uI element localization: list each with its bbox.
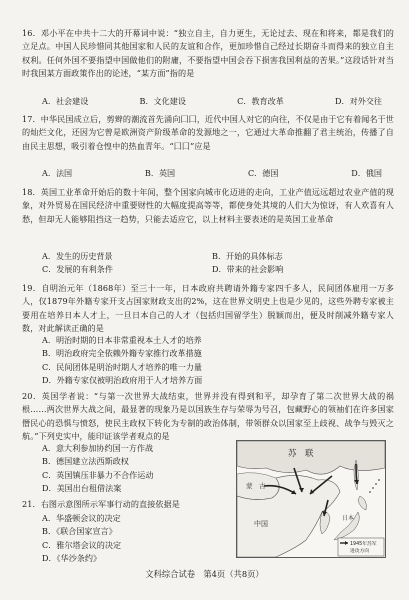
- legend-text-2: 进攻方向: [350, 549, 370, 554]
- option-a: A．法国: [42, 168, 73, 178]
- option-b: B．文化建设: [139, 96, 186, 106]
- question-21-options: [42, 512, 232, 566]
- label-soviet-union: 苏 联: [288, 449, 314, 459]
- question-20: 20．英国学者说：“与第一次世界大战结束，世界并没有得到和平，却孕育了第二次世界大战的祸根……两次世界大战之间，最显著的现象乃是以国族生存与荣辱为号召，包藏野心的领袖们在许多国家僭民心的恐惧与愤怒，使民主政权下转化为专制的政治体制，带领群众以国家至上歧视、战争与毁灭之航。”下列史实中，能印证该学者观点的是: [22, 391, 394, 442]
- question-17: 17．中华民国成立后，剪辫的潮流首先涌向囗囗，近代中国人对它的向往，不仅是由于它有着闻名于世的灿烂文化，还因为它曾是欧洲资产阶级革命的发源地之一，它通过大革命推翻了君主统治，传播了自由民主思想，吸引着仓惶中的热血青年。“囗囗”应是: [22, 114, 394, 151]
- option-b: B．开始的具体标志: [212, 251, 283, 261]
- option-a: A．发生的历史背景: [42, 251, 113, 261]
- option-c: C．民间团体是明治时期人才培养的唯一力量: [42, 361, 202, 372]
- question-19-options: [42, 334, 382, 388]
- soviet-offensive-map: [236, 440, 386, 558]
- option-d: D．对外交往: [335, 96, 382, 106]
- label-china: 中国: [254, 520, 268, 528]
- option-a: A．华盛顿会议的决定: [42, 513, 121, 523]
- question-17-options: [42, 167, 382, 180]
- question-20-options: [42, 442, 232, 496]
- option-c: C．教育改革: [237, 96, 284, 106]
- question-16: 16．邓小平在中共十二大的开幕词中说：“独立自主，自力更生，无论过去、现在和将来，都是我们的立足点。中国人民珍惜同其他国家和人民的友谊和合作，更加珍惜自己经过长期奋斗而得来的独立自主权利。任何外国不要指望中国做他们的附庸，不要指望中国会吞下损害我国利益的苦果。”这段话针对当时我国某方面政策作出的论述，“某方面”指的是: [22, 28, 394, 79]
- option-a: A．意大利参加协约国一方作战: [42, 443, 154, 453]
- question-21: 21．右图示意图所示军事行动的直接依据是: [22, 499, 180, 509]
- question-18-options: [42, 250, 382, 277]
- label-japan: 日本: [342, 515, 355, 522]
- label-mongolia: 蒙 古: [246, 482, 266, 490]
- question-19: 19．自明治元年（1868年）至三十一年，日本政府共聘请外籍专家四千多人，民间团体雇用一万多人，仅1879年外籍专家开支占国家财政支出的2%，这在世界文明史上也是少见的，这些外聘专家被主要用在培养日本人才上，一旦日本自己的人才（包括归国留学生）脱颖而出，便及时削减外籍专家人数，对此解读正确的是: [22, 283, 394, 334]
- question-18: 18．英国工业革命开始后的数十年间，整个国家向城市化迈进的走向，工业产值远远超过农业产值的现象，对外贸易在国民经济中重要财性的大幅度提高等等，都使身处其境的人们大为惊讶，有人欢喜有人愁，但却无人能够阻挡这一趋势，只能去适应它，以上材料主要表述的是英国工业革命: [22, 187, 394, 224]
- option-b: B．英国: [144, 168, 176, 178]
- option-d: D．外籍专家仅被明治政府用于人才培养方面: [42, 375, 203, 386]
- option-c: C．雅尔塔会议的决定: [42, 539, 122, 550]
- option-c: C．英国镇压非暴力不合作运动: [42, 469, 154, 480]
- option-c: C．发展的有利条件: [42, 264, 113, 275]
- page-footer: 文科综合试卷 第4页（共8页）: [145, 569, 264, 579]
- option-d: D．美国出台租借法案: [42, 483, 122, 494]
- option-b: B．德国建立法西斯政权: [42, 456, 129, 467]
- legend-text-1: 1945年苏军: [350, 542, 377, 547]
- option-b: B．明治政府完全依赖外籍专家推行改革措施: [42, 348, 202, 359]
- question-16-options: [42, 95, 382, 108]
- option-c: C．德国: [247, 168, 279, 178]
- option-a: A．社会建设: [42, 96, 89, 106]
- option-d: D．带来的社会影响: [212, 264, 284, 275]
- option-b: B．《联合国家宣言》: [42, 526, 117, 537]
- option-d: D．俄国: [351, 168, 382, 178]
- option-d: D．《华沙条约》: [42, 553, 102, 564]
- option-a: A．明治时期的日本非常重视本土人才的培养: [42, 335, 202, 345]
